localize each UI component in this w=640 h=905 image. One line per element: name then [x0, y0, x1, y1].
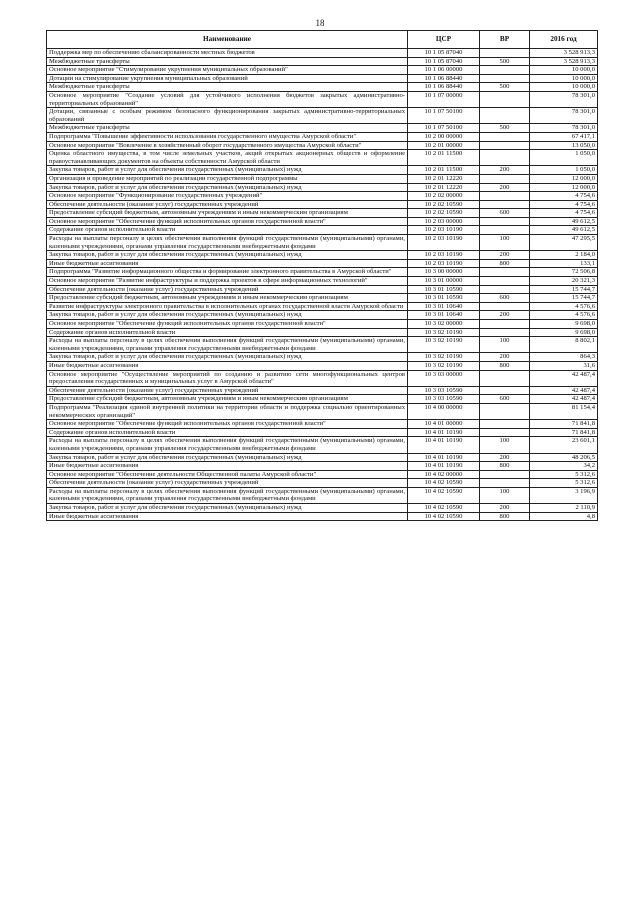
table-row	[47, 487, 598, 503]
row-sum: 10 000,0	[530, 74, 598, 83]
row-vr: 800	[480, 259, 530, 268]
row-csr: 10 4 01 10190	[408, 437, 480, 453]
row-csr: 10 2 01 12220	[408, 174, 480, 183]
row-name: Основное мероприятие "Обеспечение функций исполнительных органов государственной власти"	[47, 320, 408, 329]
row-sum: 15 744,7	[530, 294, 598, 303]
row-sum: 1 050,0	[530, 166, 598, 175]
table-row	[47, 470, 598, 479]
row-sum: 49 612,5	[530, 217, 598, 226]
row-sum: 48 206,5	[530, 453, 598, 462]
row-name: Обеспечение деятельности (оказание услуг) государственных учреждений	[47, 479, 408, 488]
row-vr	[480, 268, 530, 277]
table-row	[47, 174, 598, 183]
row-csr: 10 3 02 10190	[408, 337, 480, 353]
row-sum: 81 154,4	[530, 403, 598, 419]
row-csr: 10 4 02 10590	[408, 479, 480, 488]
table-row	[47, 302, 598, 311]
table-row	[47, 74, 598, 83]
row-vr	[480, 192, 530, 201]
row-sum: 20 321,3	[530, 277, 598, 286]
table-row	[47, 420, 598, 429]
row-vr	[480, 74, 530, 83]
row-csr: 10 2 03 10190	[408, 235, 480, 251]
row-vr	[480, 226, 530, 235]
row-name: Основное мероприятие "Развитие инфраструктуры и поддержка проектов в сфере информационных технологий"	[47, 277, 408, 286]
table-header-row	[47, 31, 598, 49]
row-name: Обеспечение деятельности (оказание услуг) государственных учреждений	[47, 200, 408, 209]
row-vr: 200	[480, 504, 530, 513]
table-row	[47, 294, 598, 303]
row-sum: 12 000,0	[530, 183, 598, 192]
row-csr: 10 3 02 10190	[408, 353, 480, 362]
row-name: Основное мероприятие "Создание условий для устойчивого исполнения бюджетов закрытых административно-территориальных образований"	[47, 91, 408, 107]
row-name: Основное мероприятие "Вовлечение в хозяйственный оборот государственного имущества Амурской области"	[47, 141, 408, 150]
row-name: Основное мероприятие "Обеспечение функций исполнительных органов государственной власти"	[47, 420, 408, 429]
header-csr: ЦСР	[408, 31, 480, 49]
row-name: Основное мероприятие "Стимулирование укрупнения муниципальных образований"	[47, 66, 408, 75]
row-vr	[480, 479, 530, 488]
row-csr: 10 2 01 11500	[408, 166, 480, 175]
table-row	[47, 141, 598, 150]
row-csr: 10 2 01 00000	[408, 141, 480, 150]
row-name: Иные бюджетные ассигнования	[47, 462, 408, 471]
table-row	[47, 285, 598, 294]
row-sum: 3 196,9	[530, 487, 598, 503]
row-name: Предоставление субсидий бюджетным, автономным учреждениям и иным некоммерческим организациям	[47, 209, 408, 218]
table-row	[47, 259, 598, 268]
row-name: Иные бюджетные ассигнования	[47, 259, 408, 268]
row-vr	[480, 302, 530, 311]
row-csr: 10 1 07 50100	[408, 108, 480, 124]
row-csr: 10 3 03 00000	[408, 370, 480, 386]
row-sum: 2 184,0	[530, 251, 598, 260]
row-vr	[480, 49, 530, 58]
row-vr: 800	[480, 512, 530, 521]
row-csr: 10 2 03 00000	[408, 217, 480, 226]
row-sum: 4 576,6	[530, 302, 598, 311]
row-vr	[480, 403, 530, 419]
row-sum: 15 744,7	[530, 285, 598, 294]
table-row	[47, 91, 598, 107]
row-vr: 100	[480, 487, 530, 503]
row-sum: 23 601,1	[530, 437, 598, 453]
table-row	[47, 353, 598, 362]
row-csr: 10 3 02 00000	[408, 320, 480, 329]
row-csr: 10 4 01 10190	[408, 462, 480, 471]
row-vr: 200	[480, 166, 530, 175]
row-sum: 3 528 913,3	[530, 57, 598, 66]
row-csr: 10 3 02 10190	[408, 328, 480, 337]
row-csr: 10 3 00 00000	[408, 268, 480, 277]
budget-table	[46, 30, 598, 521]
row-vr: 500	[480, 57, 530, 66]
row-name: Основное мероприятие "Обеспечение деятельности Общественной палаты Амурской области"	[47, 470, 408, 479]
row-sum: 8 802,1	[530, 337, 598, 353]
row-sum: 13 050,0	[530, 141, 598, 150]
row-name: Иные бюджетные ассигнования	[47, 512, 408, 521]
row-sum: 5 312,6	[530, 470, 598, 479]
row-vr: 100	[480, 437, 530, 453]
row-sum: 78 301,0	[530, 124, 598, 133]
table-row	[47, 49, 598, 58]
row-sum: 78 301,0	[530, 108, 598, 124]
row-vr	[480, 66, 530, 75]
row-csr: 10 2 02 00000	[408, 192, 480, 201]
table-row	[47, 251, 598, 260]
row-sum: 4 754,6	[530, 192, 598, 201]
table-row	[47, 268, 598, 277]
row-name: Содержание органов исполнительной власти	[47, 328, 408, 337]
table-row	[47, 395, 598, 404]
row-vr: 600	[480, 294, 530, 303]
row-vr	[480, 428, 530, 437]
row-vr	[480, 320, 530, 329]
row-csr: 10 2 02 10590	[408, 200, 480, 209]
table-row	[47, 217, 598, 226]
table-row	[47, 437, 598, 453]
row-csr: 10 3 01 10590	[408, 285, 480, 294]
row-sum: 4 754,6	[530, 200, 598, 209]
row-name: Межбюджетные трансферты	[47, 57, 408, 66]
table-row	[47, 83, 598, 92]
row-vr: 200	[480, 183, 530, 192]
row-name: Закупка товаров, работ и услуг для обеспечения государственных (муниципальных) нужд	[47, 183, 408, 192]
row-csr: 10 1 07 00000	[408, 91, 480, 107]
table-row	[47, 200, 598, 209]
row-name: Расходы на выплаты персоналу в целях обеспечения выполнения функций государственными (муниципальными) органами, казенными учреждениями, органами управления государственными внебюджетными фондами	[47, 487, 408, 503]
row-sum: 4 576,6	[530, 311, 598, 320]
row-name: Оценка областного имущества, в том числе земельных участков, акций открытых акционерных обществ и оформление правоустанавливающих документов на объекты собственности Амурской области	[47, 150, 408, 166]
row-vr	[480, 132, 530, 141]
table-row	[47, 337, 598, 353]
row-csr: 10 3 01 10590	[408, 294, 480, 303]
row-name: Расходы на выплаты персоналу в целях обеспечения выполнения функций государственными (муниципальными) органами, казенными учреждениями, органами управления государственными внебюджетными фондами	[47, 337, 408, 353]
row-sum: 42 487,4	[530, 386, 598, 395]
row-sum: 42 487,4	[530, 370, 598, 386]
table-row	[47, 183, 598, 192]
table-row	[47, 403, 598, 419]
table-row	[47, 235, 598, 251]
table-row	[47, 66, 598, 75]
row-name: Подпрограмма "Реализация единой внутренней политики на территории области и поддержка социально ориентированных некоммерческих организаций"	[47, 403, 408, 419]
row-sum: 72 506,8	[530, 268, 598, 277]
row-vr	[480, 174, 530, 183]
row-vr: 200	[480, 311, 530, 320]
row-name: Расходы на выплаты персоналу в целях обеспечения выполнения функций государственными (муниципальными) органами, казенными учреждениями, органами управления государственными внебюджетными фондами	[47, 235, 408, 251]
row-sum: 31,6	[530, 361, 598, 370]
row-vr	[480, 141, 530, 150]
row-csr: 10 4 02 10590	[408, 504, 480, 513]
row-sum: 10 000,0	[530, 66, 598, 75]
row-csr: 10 3 02 10190	[408, 361, 480, 370]
row-csr: 10 2 03 10190	[408, 251, 480, 260]
row-vr	[480, 91, 530, 107]
row-sum: 864,3	[530, 353, 598, 362]
row-vr: 800	[480, 462, 530, 471]
row-vr	[480, 217, 530, 226]
row-csr: 10 1 06 00000	[408, 66, 480, 75]
row-vr: 100	[480, 235, 530, 251]
table-row	[47, 132, 598, 141]
row-sum: 67 417,1	[530, 132, 598, 141]
row-vr: 100	[480, 337, 530, 353]
table-row	[47, 209, 598, 218]
row-sum: 71 841,8	[530, 428, 598, 437]
row-sum: 5 312,6	[530, 479, 598, 488]
row-name: Поддержка мер по обеспечению сбалансированности местных бюджетов	[47, 49, 408, 58]
row-name: Дотации, связанные с особым режимом безопасного функционирования закрытых административно-территориальных образований	[47, 108, 408, 124]
row-name: Обеспечение деятельности (оказание услуг) государственных учреждений	[47, 285, 408, 294]
table-row	[47, 512, 598, 521]
row-sum: 133,1	[530, 259, 598, 268]
row-sum: 3 528 913,3	[530, 49, 598, 58]
row-csr: 10 1 05 87040	[408, 57, 480, 66]
row-csr: 10 3 03 10590	[408, 395, 480, 404]
row-csr: 10 3 03 10590	[408, 386, 480, 395]
row-vr: 500	[480, 124, 530, 133]
row-sum: 47 295,5	[530, 235, 598, 251]
row-name: Основное мероприятие "Функционирование государственных учреждений"	[47, 192, 408, 201]
table-body	[47, 49, 598, 521]
row-csr: 10 4 01 10190	[408, 428, 480, 437]
row-name: Закупка товаров, работ и услуг для обеспечения государственных (муниципальных) нужд	[47, 311, 408, 320]
row-name: Организация и проведение мероприятий по реализации государственной подпрограммы	[47, 174, 408, 183]
row-csr: 10 2 01 11500	[408, 150, 480, 166]
table-row	[47, 328, 598, 337]
row-vr: 600	[480, 395, 530, 404]
row-csr: 10 3 01 10640	[408, 311, 480, 320]
row-vr	[480, 386, 530, 395]
row-csr: 10 2 03 10190	[408, 259, 480, 268]
row-sum: 34,2	[530, 462, 598, 471]
table-row	[47, 108, 598, 124]
row-sum: 12 000,0	[530, 174, 598, 183]
row-sum: 9 698,0	[530, 328, 598, 337]
row-vr	[480, 285, 530, 294]
row-name: Основное мероприятие "Осуществление мероприятий по созданию и развитию сети многофункциональных центров предоставления государственных и муниципальных услуг в Амурской области"	[47, 370, 408, 386]
table-row	[47, 226, 598, 235]
row-csr: 10 4 00 00000	[408, 403, 480, 419]
row-sum: 49 612,5	[530, 226, 598, 235]
row-csr: 10 4 02 00000	[408, 470, 480, 479]
table-row	[47, 320, 598, 329]
row-vr: 600	[480, 209, 530, 218]
table-row	[47, 57, 598, 66]
row-name: Основное мероприятие "Обеспечение функций исполнительных органов государственной власти"	[47, 217, 408, 226]
table-row	[47, 277, 598, 286]
row-name: Подпрограмма "Повышение эффективности использования государственного имущества Амурской области"	[47, 132, 408, 141]
row-name: Межбюджетные трансферты	[47, 124, 408, 133]
row-csr: 10 4 01 10190	[408, 453, 480, 462]
row-csr: 10 2 03 10190	[408, 226, 480, 235]
row-csr: 10 3 01 10640	[408, 302, 480, 311]
row-name: Межбюджетные трансферты	[47, 83, 408, 92]
row-csr: 10 2 02 10590	[408, 209, 480, 218]
page-number: 18	[315, 18, 325, 28]
row-name: Иные бюджетные ассигнования	[47, 361, 408, 370]
row-name: Предоставление субсидий бюджетным, автономным учреждениям и иным некоммерческим организациям	[47, 294, 408, 303]
row-name: Закупка товаров, работ и услуг для обеспечения государственных (муниципальных) нужд	[47, 504, 408, 513]
row-vr	[480, 150, 530, 166]
row-csr: 10 4 02 10590	[408, 512, 480, 521]
row-name: Развитие инфраструктуры электронного правительства в исполнительных органах государственной власти Амурской области	[47, 302, 408, 311]
row-vr: 500	[480, 83, 530, 92]
row-csr: 10 1 06 88440	[408, 83, 480, 92]
row-sum: 42 487,4	[530, 395, 598, 404]
table-row	[47, 453, 598, 462]
row-vr: 200	[480, 453, 530, 462]
header-vr: ВР	[480, 31, 530, 49]
row-csr: 10 4 02 10590	[408, 487, 480, 503]
row-vr: 200	[480, 353, 530, 362]
table-row	[47, 361, 598, 370]
row-name: Закупка товаров, работ и услуг для обеспечения государственных (муниципальных) нужд	[47, 166, 408, 175]
row-name: Предоставление субсидий бюджетным, автономным учреждениям и иным некоммерческим организациям	[47, 395, 408, 404]
row-name: Закупка товаров, работ и услуг для обеспечения государственных (муниципальных) нужд	[47, 453, 408, 462]
header-year: 2016 год	[530, 31, 598, 49]
row-vr	[480, 328, 530, 337]
table-row	[47, 428, 598, 437]
row-sum: 78 301,0	[530, 91, 598, 107]
row-csr: 10 1 07 50100	[408, 124, 480, 133]
row-name: Расходы на выплаты персоналу в целях обеспечения выполнения функций государственными (муниципальными) органами, казенными учреждениями, органами управления государственными внебюджетными фондами	[47, 437, 408, 453]
row-name: Содержание органов исполнительной власти	[47, 226, 408, 235]
table-row	[47, 479, 598, 488]
row-csr: 10 4 01 00000	[408, 420, 480, 429]
row-vr: 800	[480, 361, 530, 370]
row-name: Закупка товаров, работ и услуг для обеспечения государственных (муниципальных) нужд	[47, 251, 408, 260]
row-vr	[480, 470, 530, 479]
row-csr: 10 1 06 88440	[408, 74, 480, 83]
row-csr: 10 3 01 00000	[408, 277, 480, 286]
row-vr	[480, 420, 530, 429]
table-row	[47, 462, 598, 471]
row-sum: 9 698,0	[530, 320, 598, 329]
row-vr	[480, 108, 530, 124]
row-sum: 4 754,6	[530, 209, 598, 218]
row-sum: 4,8	[530, 512, 598, 521]
row-sum: 10 000,0	[530, 83, 598, 92]
table-row	[47, 311, 598, 320]
row-vr	[480, 277, 530, 286]
table-row	[47, 150, 598, 166]
table-row	[47, 370, 598, 386]
row-name: Закупка товаров, работ и услуг для обеспечения государственных (муниципальных) нужд	[47, 353, 408, 362]
row-csr: 10 1 05 87040	[408, 49, 480, 58]
row-csr: 10 2 01 12220	[408, 183, 480, 192]
row-name: Дотации на стимулирование укрупнения муниципальных образований	[47, 74, 408, 83]
row-vr: 200	[480, 251, 530, 260]
row-name: Подпрограмма "Развитие информационного общества и формирование электронного правительства в Амурской области"	[47, 268, 408, 277]
row-sum: 1 050,0	[530, 150, 598, 166]
row-name: Обеспечение деятельности (оказание услуг) государственных учреждений	[47, 386, 408, 395]
row-vr	[480, 200, 530, 209]
table-row	[47, 124, 598, 133]
header-name: Наименование	[47, 31, 408, 49]
table-row	[47, 192, 598, 201]
table-row	[47, 166, 598, 175]
row-name: Содержание органов исполнительной власти	[47, 428, 408, 437]
table-row	[47, 386, 598, 395]
table-row	[47, 504, 598, 513]
row-vr	[480, 370, 530, 386]
row-csr: 10 2 00 00000	[408, 132, 480, 141]
row-sum: 2 110,9	[530, 504, 598, 513]
row-sum: 71 841,8	[530, 420, 598, 429]
